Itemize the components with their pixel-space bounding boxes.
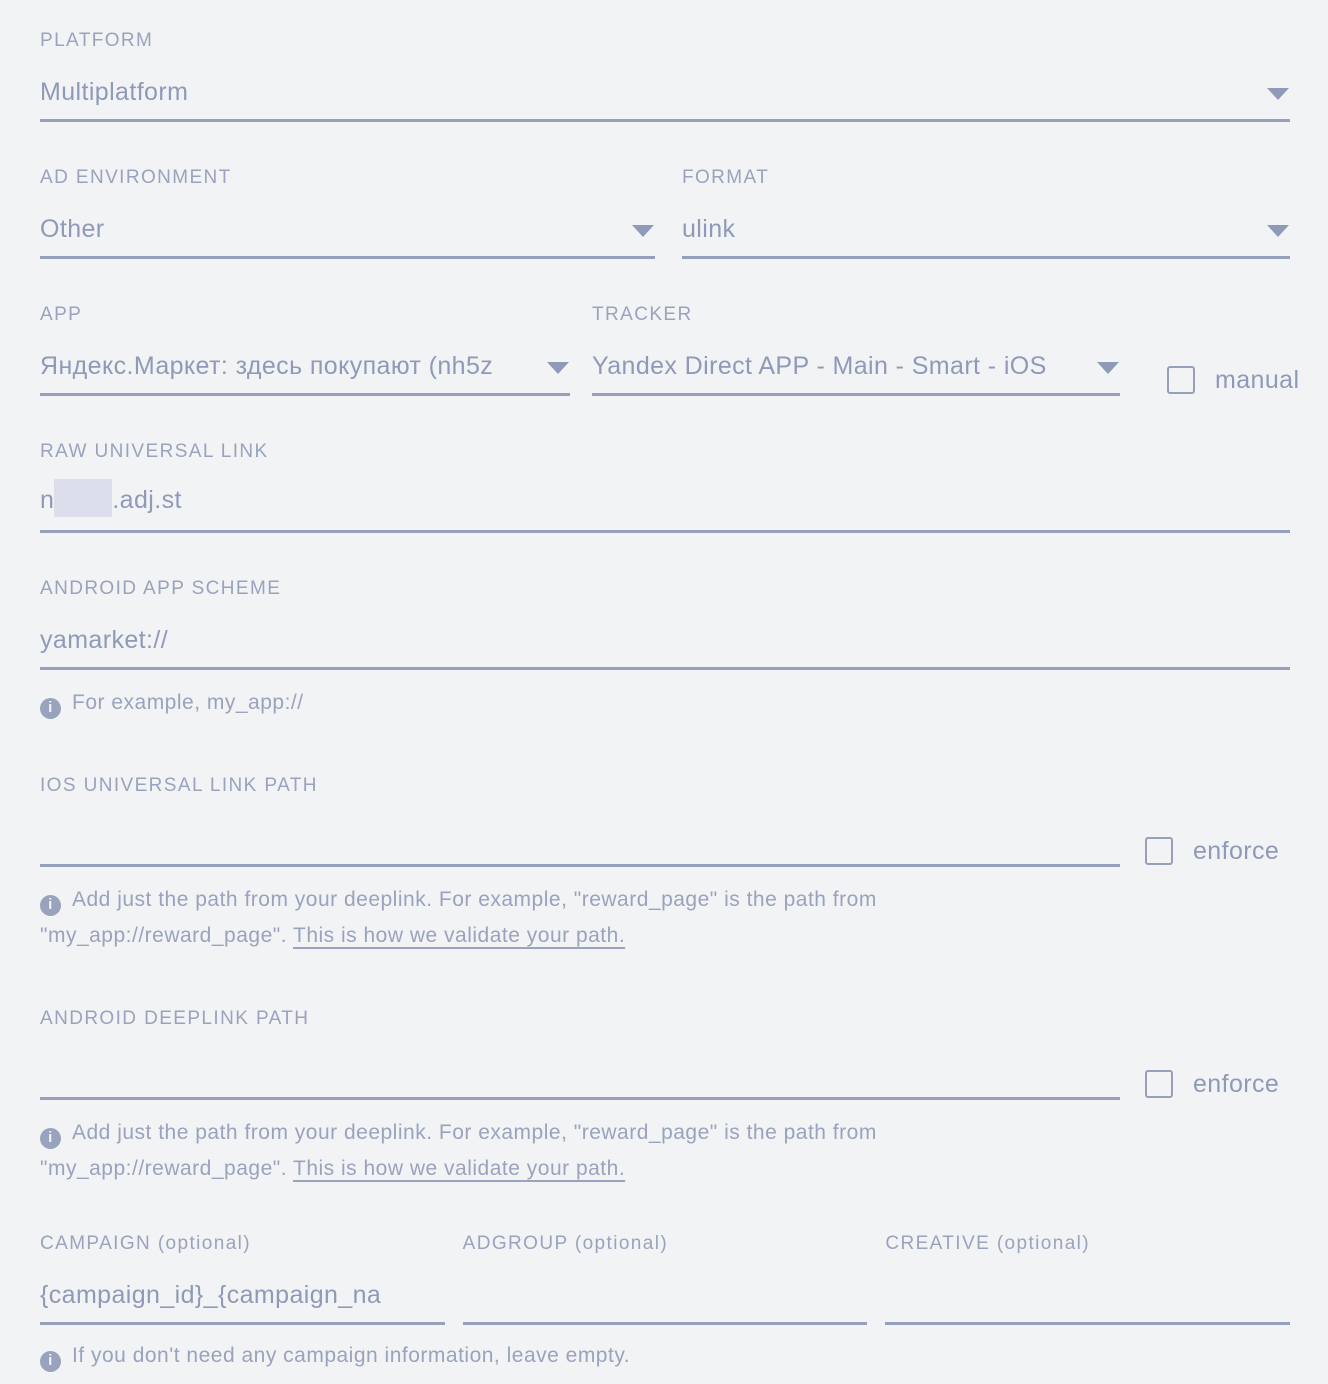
manual-checkbox[interactable] <box>1167 366 1195 394</box>
campaign-row <box>40 1233 1290 1374</box>
ad-environment-select[interactable] <box>40 189 655 259</box>
android-deeplink-path-hint: i Add just the path from your deeplink. For example, "reward_page" is the path from "my_app://reward_page". This is how we validate your path. <box>40 1121 877 1180</box>
adgroup-field <box>463 1233 868 1325</box>
android-app-scheme-input[interactable] <box>40 600 1290 670</box>
chevron-down-icon <box>632 225 654 237</box>
android-deeplink-path-input[interactable] <box>40 1030 1120 1100</box>
info-icon: i <box>40 1351 61 1372</box>
creative-field <box>885 1233 1290 1325</box>
app-field <box>40 304 570 396</box>
platform-label: PLATFORM <box>40 30 154 51</box>
validate-path-link[interactable]: This is how we validate your path. <box>293 1157 626 1180</box>
info-icon: i <box>40 895 61 916</box>
chevron-down-icon <box>1267 225 1289 237</box>
ad-environment-value: Other <box>40 215 105 243</box>
ios-universal-link-path-hint: i Add just the path from your deeplink. For example, "reward_page" is the path from "my_app://reward_page". This is how we validate your path. <box>40 888 877 947</box>
chevron-down-icon <box>1267 88 1289 100</box>
android-deeplink-path-label: ANDROID DEEPLINK PATH <box>40 1008 310 1029</box>
adgroup-input[interactable] <box>463 1255 868 1325</box>
raw-universal-link-label: RAW UNIVERSAL LINK <box>40 441 269 462</box>
ios-enforce-checkbox[interactable] <box>1145 837 1173 865</box>
creative-input[interactable] <box>885 1255 1290 1325</box>
platform-select[interactable] <box>40 52 1290 122</box>
chevron-down-icon <box>547 362 569 374</box>
environment-format-row <box>40 167 1290 259</box>
app-value: Яндекс.Маркет: здесь покупают (nh5z <box>40 352 494 380</box>
app-select[interactable] <box>40 326 570 396</box>
android-enforce-checkbox-group <box>1120 1030 1290 1100</box>
android-app-scheme-field <box>40 578 1290 721</box>
android-enforce-checkbox[interactable] <box>1145 1070 1173 1098</box>
ios-enforce-checkbox-label: enforce <box>1193 837 1280 865</box>
ad-environment-field <box>40 167 655 259</box>
campaign-value: {campaign_id}_{campaign_na <box>40 1281 382 1309</box>
tracker-value: Yandex Direct APP - Main - Smart - iOS <box>592 352 1047 380</box>
android-enforce-checkbox-label: enforce <box>1193 1070 1280 1098</box>
campaign-label: CAMPAIGN (optional) <box>40 1233 252 1254</box>
campaign-input[interactable] <box>40 1255 445 1325</box>
raw-universal-link-field <box>40 441 1290 533</box>
platform-value: Multiplatform <box>40 78 189 106</box>
format-select[interactable] <box>682 189 1290 259</box>
format-value: ulink <box>682 215 736 243</box>
info-icon: i <box>40 1128 61 1149</box>
redacted-text <box>54 479 112 517</box>
campaign-hint: i If you don't need any campaign information, leave empty. <box>40 1338 1290 1374</box>
creative-label: CREATIVE (optional) <box>885 1233 1091 1254</box>
android-app-scheme-hint: i For example, my_app:// <box>40 685 1290 721</box>
android-app-scheme-value: yamarket:// <box>40 626 169 654</box>
chevron-down-icon <box>1097 362 1119 374</box>
info-icon: i <box>40 698 61 719</box>
app-tracker-row <box>40 304 1300 396</box>
android-app-scheme-label: ANDROID APP SCHEME <box>40 578 282 599</box>
manual-checkbox-label: manual <box>1215 366 1300 394</box>
ios-universal-link-path-input[interactable] <box>40 797 1120 867</box>
validate-path-link[interactable]: This is how we validate your path. <box>293 924 626 947</box>
tracker-field <box>592 304 1120 396</box>
manual-checkbox-group <box>1142 304 1299 396</box>
android-deeplink-path-field <box>40 1008 1290 1187</box>
platform-field <box>40 30 1290 122</box>
raw-universal-link-input[interactable] <box>40 463 1290 533</box>
ios-universal-link-path-label: IOS UNIVERSAL LINK PATH <box>40 775 318 796</box>
format-field <box>682 167 1290 259</box>
ad-environment-label: AD ENVIRONMENT <box>40 167 232 188</box>
tracker-label: TRACKER <box>592 304 693 325</box>
app-label: APP <box>40 304 83 325</box>
format-label: FORMAT <box>682 167 770 188</box>
campaign-field <box>40 1233 445 1325</box>
adgroup-label: ADGROUP (optional) <box>462 1233 669 1254</box>
ios-universal-link-path-field <box>40 775 1290 954</box>
ios-enforce-checkbox-group <box>1120 797 1290 867</box>
raw-universal-link-value: n .adj.st <box>40 479 1290 517</box>
tracker-select[interactable] <box>592 326 1120 396</box>
